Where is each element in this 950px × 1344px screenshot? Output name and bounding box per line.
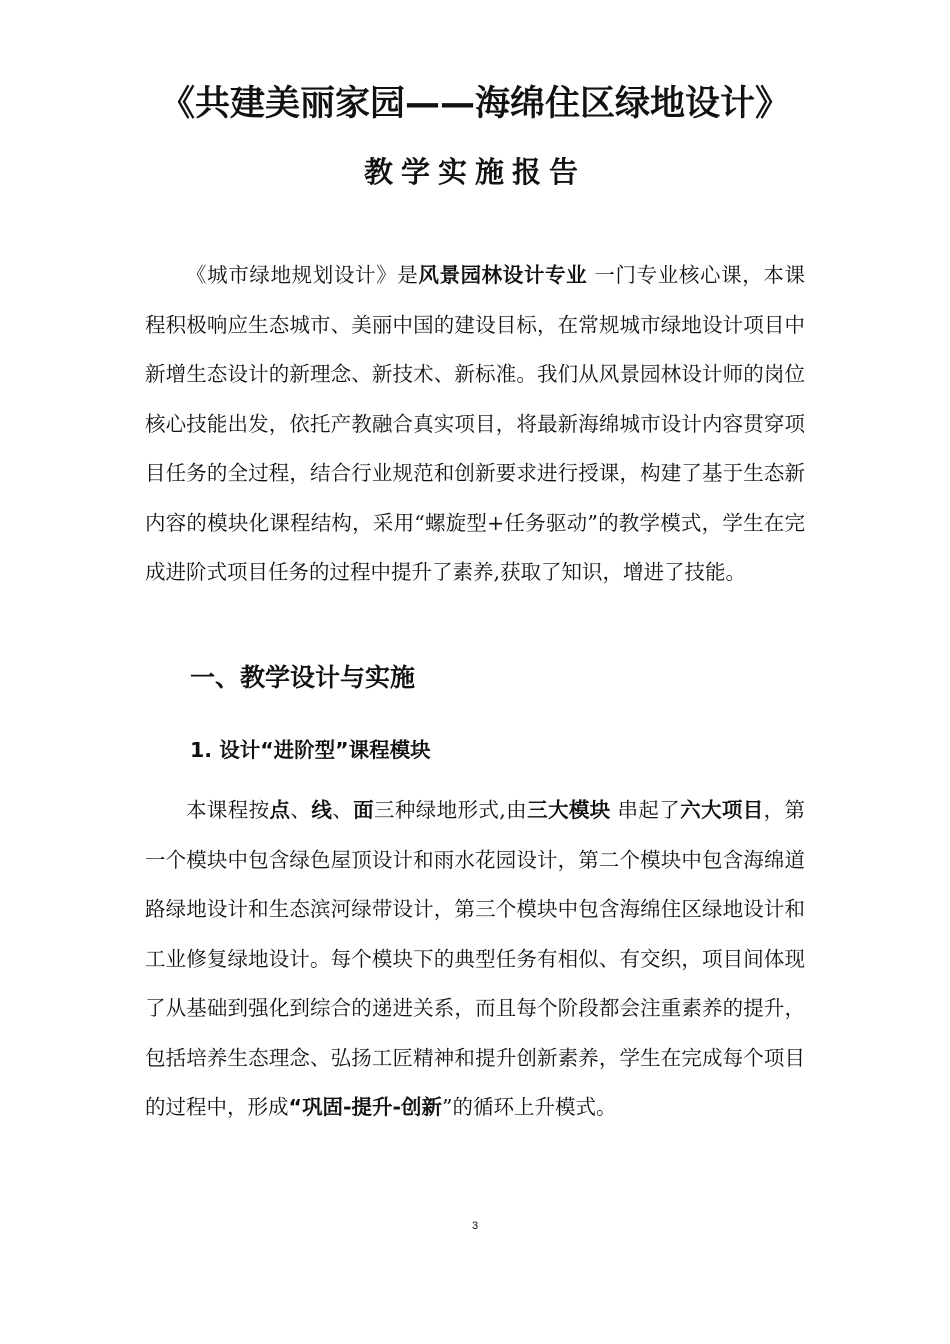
modules-paragraph <box>145 786 805 1133</box>
modules-emphasis-area: 面 <box>353 798 374 822</box>
intro-paragraph <box>145 251 805 598</box>
modules-text-5: 串起了 <box>610 798 681 822</box>
modules-text-3: 、 <box>332 798 354 822</box>
modules-text-2: 、 <box>290 798 312 822</box>
modules-text-4: 三种绿地形式,由 <box>373 798 528 822</box>
modules-emphasis-three-modules: 三大模块 <box>527 798 611 822</box>
intro-major-name: 风景园林设计专业 <box>418 263 588 287</box>
document-subtitle: 教学实施报告 <box>363 155 586 189</box>
page-number: 3 <box>471 1220 479 1232</box>
modules-emphasis-line: 线 <box>311 798 333 822</box>
document-title: 《共建美丽家园——海绵住区绿地设计》 <box>159 84 790 124</box>
modules-emphasis-six-projects: 六大项目 <box>680 798 764 822</box>
intro-text-1: 《城市绿地规划设计》是 <box>186 263 419 287</box>
subsection-heading-course-modules: 1. 设计“进阶型”课程模块 <box>190 738 431 762</box>
modules-emphasis-point: 点 <box>269 798 291 822</box>
modules-text-7: ”的循环上升模式。 <box>442 1095 617 1119</box>
modules-emphasis-cycle: “巩固-提升-创新 <box>288 1095 442 1119</box>
modules-text-1: 本课程按 <box>186 798 270 822</box>
section-heading-teaching-design: 一、教学设计与实施 <box>190 663 416 692</box>
intro-text-2: 一门专业核心课，本课程积极响应生态城市、美丽中国的建设目标，在常规城市绿地设计项目中新增生态设计的新理念、新技术、新标准。我们从风景园林设计师的岗位核心技能出发，依托产教融合真实项目，将最新海绵城市设计内容贯穿项目任务的全过程，结合行业规范和创新要求进行授课，构建了基于生态新内容的模块化课程结构，采用“螺旋型+任务驱动”的教学模式，学生在完成进阶式项目任务的过程中提升了素养,获取了知识，增进了技能。 <box>145 263 806 584</box>
modules-text-6: ，第一个模块中包含绿色屋顶设计和雨水花园设计，第二个模块中包含海绵道路绿地设计和生态滨河绿带设计，第三个模块中包含海绵住区绿地设计和工业修复绿地设计。每个模块下的典型任务有相似、有交织，项目间体现了从基础到强化到综合的递进关系，而且每个阶段都会注重素养的提升，包括培养生态理念、弘扬工匠精神和提升创新素养，学生在完成每个项目的过程中，形成 <box>145 798 806 1119</box>
